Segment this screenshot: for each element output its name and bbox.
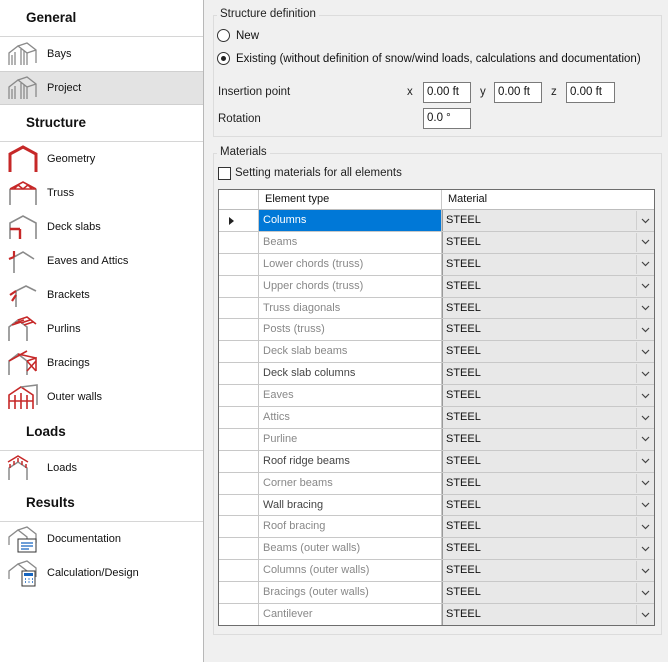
section-header-structure: Structure	[26, 115, 87, 130]
all-elements-checkbox[interactable]	[218, 167, 231, 180]
material-value: STEEL	[446, 235, 481, 248]
table-row[interactable]	[219, 495, 654, 517]
row-header-corner	[219, 190, 259, 209]
y-coordinate-input[interactable]: 0.00 ft	[494, 82, 542, 103]
eaves-icon	[6, 246, 42, 276]
loads-icon	[6, 453, 42, 483]
material-value: STEEL	[446, 520, 481, 533]
bracings-icon	[6, 348, 42, 378]
chevron-down-icon[interactable]	[636, 474, 654, 493]
material-dropdown[interactable]	[442, 319, 654, 340]
material-value: STEEL	[446, 411, 481, 424]
sidebar-item-calculation-design[interactable]	[0, 556, 203, 590]
element-type-cell[interactable]: Cantilever	[259, 604, 442, 625]
settings-panel	[210, 0, 664, 662]
element-type-cell[interactable]: Wall bracing	[259, 495, 442, 516]
chevron-down-icon[interactable]	[636, 364, 654, 383]
material-value: STEEL	[446, 214, 481, 226]
chevron-down-icon[interactable]	[636, 320, 654, 339]
sidebar-item-label: Bays	[47, 47, 72, 60]
sidebar-item-eaves-and-attics[interactable]	[0, 244, 203, 278]
outer-walls-icon	[6, 382, 42, 412]
purlins-icon	[6, 314, 42, 344]
row-selector[interactable]	[219, 319, 259, 340]
material-value: STEEL	[446, 279, 481, 292]
material-dropdown[interactable]	[442, 232, 654, 253]
chevron-down-icon[interactable]	[636, 277, 654, 296]
row-selector[interactable]	[219, 254, 259, 275]
row-selector[interactable]	[219, 473, 259, 494]
chevron-down-icon[interactable]	[636, 233, 654, 252]
material-value: STEEL	[446, 257, 481, 270]
row-selector[interactable]	[219, 385, 259, 406]
table-row[interactable]	[219, 363, 654, 385]
element-type-cell[interactable]: Corner beams	[259, 473, 442, 494]
material-value: STEEL	[446, 345, 481, 358]
sidebar-item-label: Deck slabs	[47, 220, 101, 233]
all-elements-checkbox-label: Setting materials for all elements	[235, 167, 402, 179]
table-row[interactable]	[219, 429, 654, 451]
element-type-cell[interactable]: Posts (truss)	[259, 319, 442, 340]
section-header-loads: Loads	[26, 424, 66, 439]
sidebar-item-label: Project	[47, 82, 82, 94]
element-type-cell[interactable]: Lower chords (truss)	[259, 254, 442, 275]
element-type-cell[interactable]: Columns	[259, 210, 442, 231]
chevron-down-icon[interactable]	[636, 386, 654, 405]
table-row[interactable]	[219, 516, 654, 538]
sidebar-item-label: Purlins	[47, 322, 81, 335]
chevron-down-icon[interactable]	[636, 342, 654, 361]
chevron-down-icon[interactable]	[636, 539, 654, 558]
navigation-sidebar	[0, 0, 204, 662]
geometry-icon	[6, 144, 42, 174]
element-type-cell[interactable]: Beams	[259, 232, 442, 253]
radio-new-label: New	[236, 29, 260, 42]
table-row[interactable]	[219, 473, 654, 495]
section-header-results: Results	[26, 495, 75, 510]
deck-slabs-icon	[6, 212, 42, 242]
x-coordinate-input[interactable]: 0.00 ft	[423, 82, 471, 103]
row-selector[interactable]	[219, 363, 259, 384]
table-row[interactable]	[219, 276, 654, 298]
row-selector[interactable]	[219, 341, 259, 362]
sidebar-item-label: Eaves and Attics	[47, 254, 129, 267]
structure-definition-title: Structure definition	[217, 8, 319, 20]
current-row-arrow-icon	[229, 217, 234, 225]
material-value: STEEL	[446, 454, 481, 467]
row-selector[interactable]	[219, 298, 259, 319]
table-row[interactable]	[219, 451, 654, 473]
y-label: y	[480, 86, 486, 98]
sidebar-item-label: Truss	[47, 186, 75, 199]
material-dropdown[interactable]	[442, 210, 654, 231]
brackets-icon	[6, 280, 42, 310]
sidebar-item-loads[interactable]	[0, 451, 203, 485]
grid-header	[219, 190, 654, 210]
material-value: STEEL	[446, 323, 481, 336]
section-header-general: General	[26, 10, 77, 25]
material-value: STEEL	[446, 432, 481, 445]
element-type-cell[interactable]: Upper chords (truss)	[259, 276, 442, 297]
radio-button[interactable]	[217, 29, 230, 42]
sidebar-item-label: Outer walls	[47, 390, 103, 403]
radio-new[interactable]	[217, 29, 259, 42]
row-selector[interactable]	[219, 232, 259, 253]
column-header-material[interactable]: Material	[448, 193, 488, 205]
chevron-down-icon[interactable]	[636, 517, 654, 536]
row-selector[interactable]	[219, 451, 259, 472]
x-label: x	[407, 86, 413, 98]
material-value: STEEL	[446, 389, 481, 402]
material-dropdown[interactable]	[442, 276, 654, 297]
material-dropdown[interactable]	[442, 451, 654, 472]
sidebar-item-label: Geometry	[47, 152, 96, 165]
radio-button[interactable]	[217, 52, 230, 65]
documentation-icon	[6, 524, 42, 554]
material-value: STEEL	[446, 367, 481, 380]
rotation-label: Rotation	[218, 113, 261, 125]
sidebar-item-bracings[interactable]	[0, 346, 203, 380]
material-value: STEEL	[446, 498, 481, 511]
material-dropdown[interactable]	[442, 254, 654, 275]
sidebar-item-label: Bracings	[47, 356, 90, 369]
material-value: STEEL	[446, 586, 481, 599]
material-dropdown[interactable]	[442, 298, 654, 319]
sidebar-item-brackets[interactable]	[0, 278, 203, 312]
material-dropdown[interactable]	[442, 363, 654, 384]
chevron-down-icon[interactable]	[636, 561, 654, 580]
row-selector[interactable]	[219, 210, 259, 231]
sidebar-item-geometry[interactable]	[0, 142, 203, 176]
chevron-down-icon[interactable]	[636, 211, 654, 230]
material-value: STEEL	[446, 564, 481, 577]
material-value: STEEL	[446, 542, 481, 555]
element-type-cell[interactable]: Deck slab columns	[259, 363, 442, 384]
table-row[interactable]	[219, 407, 654, 429]
material-dropdown[interactable]	[442, 582, 654, 603]
sidebar-item-outer-walls[interactable]	[0, 380, 203, 414]
calculation-icon	[6, 558, 42, 588]
sidebar-item-purlins[interactable]	[0, 312, 203, 346]
table-row[interactable]	[219, 538, 654, 560]
element-type-cell[interactable]: Beams (outer walls)	[259, 538, 442, 559]
sidebar-item-label: Loads	[47, 461, 77, 474]
materials-title: Materials	[217, 146, 270, 158]
sidebar-item-documentation[interactable]	[0, 522, 203, 556]
material-dropdown[interactable]	[442, 538, 654, 559]
sidebar-item-project[interactable]	[0, 71, 203, 105]
material-dropdown[interactable]	[442, 516, 654, 537]
chevron-down-icon[interactable]	[636, 299, 654, 318]
table-row[interactable]	[219, 560, 654, 582]
materials-grid	[218, 189, 655, 626]
element-type-cell[interactable]: Eaves	[259, 385, 442, 406]
material-dropdown[interactable]	[442, 407, 654, 428]
bays-icon	[6, 39, 42, 69]
z-coordinate-input[interactable]: 0.00 ft	[566, 82, 615, 103]
truss-icon	[6, 178, 42, 208]
table-row[interactable]	[219, 210, 654, 232]
table-row[interactable]	[219, 341, 654, 363]
chevron-down-icon[interactable]	[636, 452, 654, 471]
project-icon	[6, 73, 42, 103]
row-selector[interactable]	[219, 495, 259, 516]
element-type-cell[interactable]: Roof ridge beams	[259, 451, 442, 472]
table-row[interactable]	[219, 319, 654, 341]
sidebar-item-label: Brackets	[47, 288, 90, 301]
chevron-down-icon[interactable]	[636, 605, 654, 624]
chevron-down-icon[interactable]	[636, 496, 654, 515]
row-selector[interactable]	[219, 538, 259, 559]
element-type-cell[interactable]: Deck slab beams	[259, 341, 442, 362]
row-selector[interactable]	[219, 407, 259, 428]
material-dropdown[interactable]	[442, 429, 654, 450]
row-selector[interactable]	[219, 429, 259, 450]
material-value: STEEL	[446, 476, 481, 489]
column-header-element-type[interactable]: Element type	[259, 190, 442, 209]
row-selector[interactable]	[219, 516, 259, 537]
sidebar-item-label: Documentation	[47, 532, 121, 545]
table-row[interactable]	[219, 254, 654, 276]
table-row[interactable]	[219, 298, 654, 320]
table-row[interactable]	[219, 582, 654, 604]
radio-existing[interactable]	[217, 52, 641, 65]
element-type-cell[interactable]: Purline	[259, 429, 442, 450]
chevron-down-icon[interactable]	[636, 430, 654, 449]
table-row[interactable]	[219, 232, 654, 254]
sidebar-item-deck-slabs[interactable]	[0, 210, 203, 244]
row-selector[interactable]	[219, 560, 259, 581]
material-dropdown[interactable]	[442, 604, 654, 625]
element-type-cell[interactable]: Attics	[259, 407, 442, 428]
table-row[interactable]	[219, 604, 654, 626]
material-dropdown[interactable]	[442, 341, 654, 362]
chevron-down-icon[interactable]	[636, 408, 654, 427]
material-value: STEEL	[446, 301, 481, 314]
material-dropdown[interactable]	[442, 473, 654, 494]
chevron-down-icon[interactable]	[636, 255, 654, 274]
element-type-cell[interactable]: Truss diagonals	[259, 298, 442, 319]
material-value: STEEL	[446, 608, 481, 621]
material-dropdown[interactable]	[442, 495, 654, 516]
chevron-down-icon[interactable]	[636, 583, 654, 602]
sidebar-item-truss[interactable]	[0, 176, 203, 210]
row-selector[interactable]	[219, 582, 259, 603]
insertion-point-label: Insertion point	[218, 86, 291, 98]
material-dropdown[interactable]	[442, 560, 654, 581]
element-type-cell[interactable]: Roof bracing	[259, 516, 442, 537]
row-selector[interactable]	[219, 276, 259, 297]
z-label: z	[551, 86, 557, 98]
element-type-cell[interactable]: Columns (outer walls)	[259, 560, 442, 581]
sidebar-item-label: Calculation/Design	[47, 566, 139, 579]
grid-body	[219, 210, 654, 626]
rotation-input[interactable]: 0.0 °	[423, 108, 471, 129]
material-dropdown[interactable]	[442, 385, 654, 406]
radio-existing-label: Existing (without definition of snow/wind loads, calculations and documentation)	[236, 52, 641, 65]
table-row[interactable]	[219, 385, 654, 407]
sidebar-item-bays[interactable]	[0, 37, 203, 71]
element-type-cell[interactable]: Bracings (outer walls)	[259, 582, 442, 603]
row-selector[interactable]	[219, 604, 259, 625]
